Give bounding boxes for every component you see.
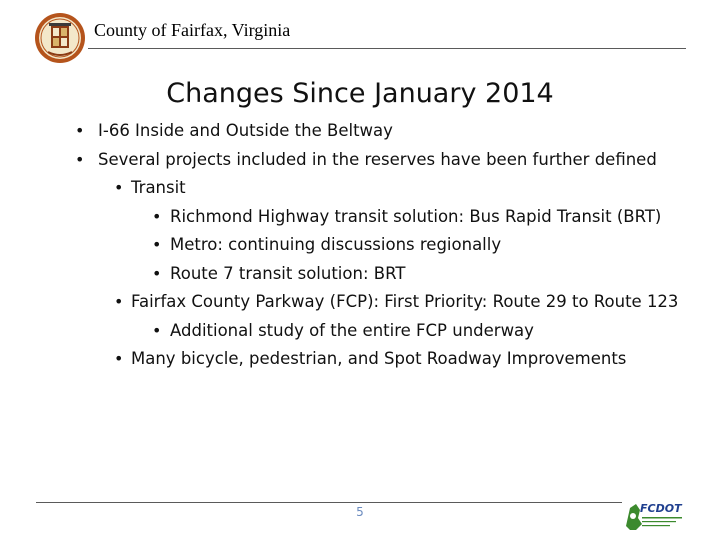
bullet-text: Fairfax County Parkway (FCP): First Priority: Route 29 to Route 123	[131, 292, 679, 311]
bullet-item	[0, 260, 720, 289]
bullet-dot-icon: •	[152, 206, 162, 226]
bullet-item	[0, 288, 720, 317]
bullet-text: Richmond Highway transit solution: Bus Rapid Transit (BRT)	[170, 206, 662, 226]
bullet-item	[0, 231, 720, 260]
bullet-text: Transit	[131, 178, 186, 197]
fcdot-logo	[622, 496, 686, 534]
bullet-text: Route 7 transit solution: BRT	[170, 263, 406, 283]
bullet-dot-icon: •	[152, 320, 162, 340]
bullet-text: I-66 Inside and Outside the Beltway	[98, 121, 393, 140]
page-number: 5	[356, 505, 364, 519]
slide-title: Changes Since January 2014	[166, 78, 554, 109]
bullet-item	[0, 203, 720, 232]
bullet-item	[0, 117, 720, 146]
bullet-dot-icon: •	[114, 292, 124, 311]
bullet-item	[0, 317, 720, 346]
bullet-item	[0, 345, 720, 374]
bullet-dot-icon: •	[75, 121, 85, 140]
bullet-dot-icon: •	[114, 349, 124, 368]
header-divider	[88, 48, 686, 49]
bullet-dot-icon: •	[75, 149, 85, 169]
bullet-text: Several projects included in the reserves have been further defined	[98, 149, 657, 169]
bullet-item	[0, 146, 720, 175]
bullet-list	[0, 117, 720, 374]
county-seal-icon	[34, 12, 86, 64]
bullet-dot-icon: •	[152, 235, 162, 254]
footer-divider	[36, 502, 622, 503]
bullet-text: Additional study of the entire FCP underway	[170, 320, 534, 340]
bullet-text: Many bicycle, pedestrian, and Spot Roadway Improvements	[131, 349, 627, 368]
bullet-dot-icon: •	[114, 178, 124, 197]
bullet-text: Metro: continuing discussions regionally	[170, 235, 502, 254]
organization-name: County of Fairfax, Virginia	[94, 20, 291, 40]
bullet-item	[0, 174, 720, 203]
bullet-dot-icon: •	[152, 263, 162, 283]
svg-text:FCDOT: FCDOT	[640, 502, 682, 515]
